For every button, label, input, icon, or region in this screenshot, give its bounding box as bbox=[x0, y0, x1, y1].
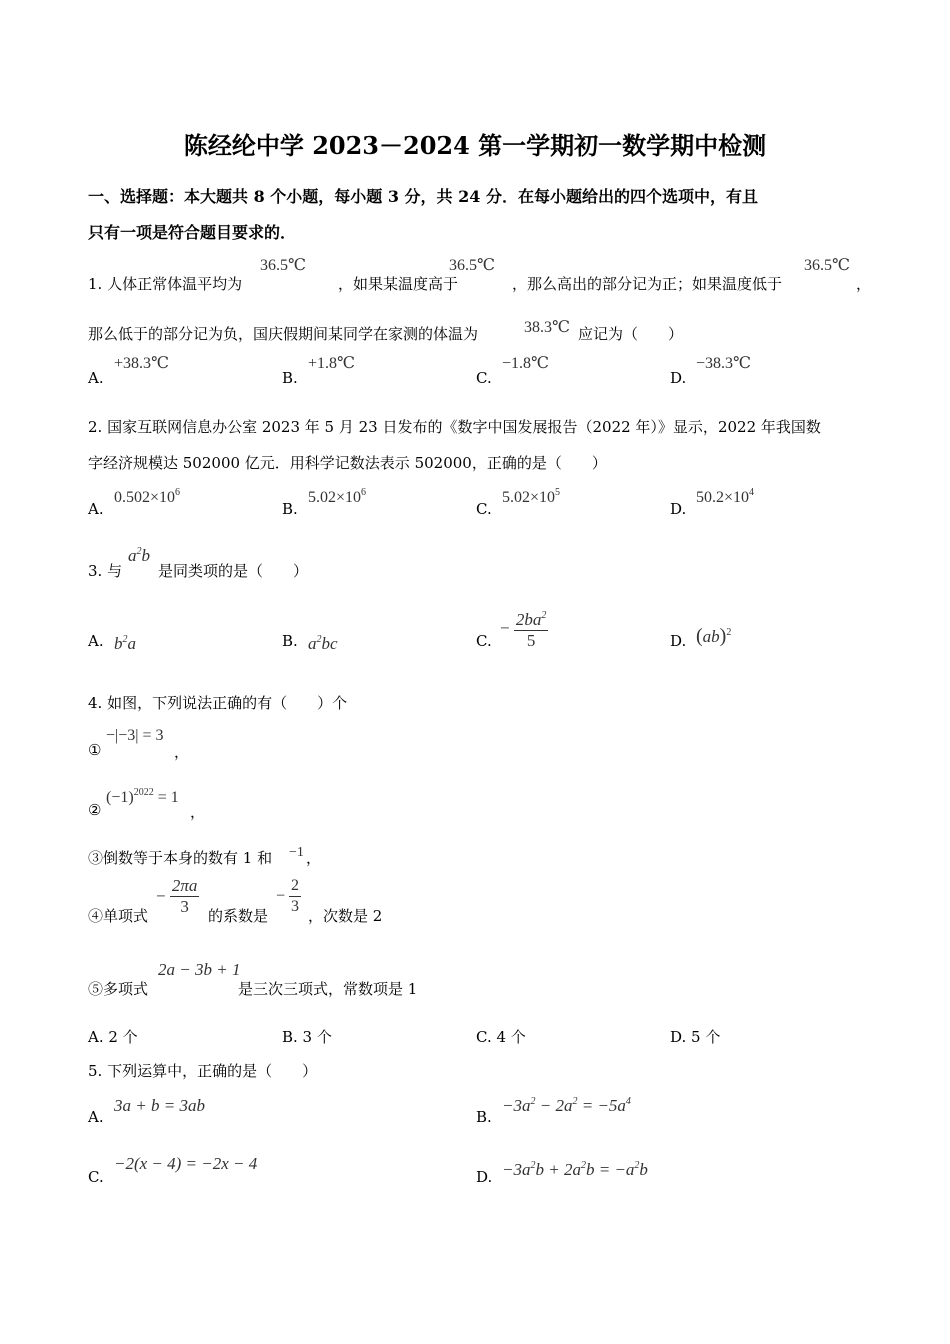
section-heading-line2: 只有一项是符合题目要求的． bbox=[88, 223, 297, 242]
q1-part6: 应记为（ ） bbox=[578, 325, 684, 343]
q1-temp2: 36.5℃ bbox=[449, 257, 495, 274]
q1-label-d: D. bbox=[670, 369, 687, 387]
q1-label-b: B. bbox=[282, 369, 298, 387]
q3-option-a: $b^2a$ bbox=[114, 634, 136, 653]
q4-statement-3-value: −1 bbox=[289, 845, 304, 860]
q4-statement-1-expr: −|−3| = 3 bbox=[106, 727, 164, 744]
q4-option-d: D. 5 个 bbox=[670, 1028, 721, 1046]
q4-option-b: B. 3 个 bbox=[282, 1028, 332, 1046]
q4-statement-5-polynomial: 2a − 3b + 1 bbox=[158, 960, 241, 979]
q5-option-b: $-3a^2 - 2a^2 = -5a^4$ bbox=[502, 1096, 631, 1115]
q4-statement-3-text: ③倒数等于本身的数有 1 和 bbox=[88, 849, 273, 867]
q2-line1: 2. 国家互联网信息办公室 2023 年 5 月 23 日发布的《数字中国发展报告（2022 年）》显示，2022 年我国数 bbox=[88, 418, 821, 436]
q5-option-a: 3a + b = 3ab bbox=[114, 1096, 205, 1115]
q2-line2: 字经济规模达 502000 亿元．用科学记数法表示 502000，正确的是（ ） bbox=[88, 454, 607, 472]
q1-temp1: 36.5℃ bbox=[260, 257, 306, 274]
q4-statement-4-coefficient: − $\frac{2}{3}$ bbox=[276, 877, 300, 915]
q4-statement-2-expr: $(-1)^{2022} = 1$ bbox=[106, 787, 179, 806]
q4-statement-5-post: 是三次三项式，常数项是 1 bbox=[238, 980, 418, 998]
q3-label-b: B. bbox=[282, 632, 298, 650]
q3-label-a: A. bbox=[88, 632, 104, 650]
q4-statement-2-comma: ， bbox=[190, 803, 206, 821]
q5-stem: 5. 下列运算中，正确的是（ ） bbox=[88, 1062, 318, 1080]
q1-option-c: −1.8℃ bbox=[502, 355, 549, 372]
q1-option-a: +38.3℃ bbox=[114, 355, 169, 372]
q1-label-a: A. bbox=[88, 369, 104, 387]
q2-label-b: B. bbox=[282, 500, 298, 518]
q1-temp4: 38.3℃ bbox=[524, 319, 570, 336]
q4-statement-4-mid: 的系数是 bbox=[208, 907, 269, 925]
q3-label-c: C. bbox=[476, 632, 492, 650]
q4-statement-1-marker: ① bbox=[88, 741, 102, 759]
q1-part1: 1. 人体正常体温平均为 bbox=[88, 275, 243, 293]
q1-part5: 那么低于的部分记为负，国庆假期间某同学在家测的体温为 bbox=[88, 325, 479, 343]
q1-part2: ，如果某温度高于 bbox=[338, 275, 459, 293]
q2-option-d: $50.2\times 10^4$ bbox=[696, 487, 755, 506]
section-heading-line1: 一、选择题：本大题共 8 个小题，每小题 3 分，共 24 分．在每小题给出的四个选项中，有且 bbox=[88, 187, 758, 206]
q4-statement-2-marker: ② bbox=[88, 801, 102, 819]
q3-prefix: 3. 与 bbox=[88, 562, 123, 580]
page-title: 陈经纶中学 2023－2024 第一学期初一数学期中检测 bbox=[183, 131, 767, 160]
q4-statement-5-text: ⑤多项式 bbox=[88, 980, 149, 998]
q5-option-d: $-3a^2b + 2a^2b = -a^2b$ bbox=[502, 1160, 648, 1179]
q3-expression: $a^2b$ bbox=[128, 546, 150, 565]
q4-statement-1-comma: ， bbox=[174, 743, 190, 761]
q1-part3: ，那么高出的部分记为正；如果温度低于 bbox=[512, 275, 783, 293]
q4-statement-4-monomial: − $\frac{2\pi a}{3}$ bbox=[156, 876, 198, 916]
q2-option-a: $0.502\times 10^6$ bbox=[114, 487, 181, 506]
q4-statement-4-post: ，次数是 2 bbox=[308, 907, 383, 925]
q2-option-b: $5.02\times 10^6$ bbox=[308, 487, 367, 506]
q3-label-d: D. bbox=[670, 632, 687, 650]
q1-part4: ， bbox=[856, 275, 872, 293]
q2-label-a: A. bbox=[88, 500, 104, 518]
q2-label-c: C. bbox=[476, 500, 492, 518]
q2-option-c: $5.02\times 10^5$ bbox=[502, 487, 561, 506]
q4-option-a: A. 2 个 bbox=[88, 1028, 138, 1046]
q5-label-a: A. bbox=[88, 1108, 104, 1126]
q5-label-c: C. bbox=[88, 1168, 104, 1186]
q4-statement-3-comma: ， bbox=[306, 849, 322, 867]
q3-suffix: 是同类项的是（ ） bbox=[158, 562, 309, 580]
q5-label-b: B. bbox=[476, 1108, 492, 1126]
q5-option-c: −2(x − 4) = −2x − 4 bbox=[114, 1154, 258, 1173]
q4-option-c: C. 4 个 bbox=[476, 1028, 526, 1046]
q3-option-b: $a^2bc$ bbox=[308, 634, 338, 653]
q1-label-c: C. bbox=[476, 369, 492, 387]
q1-option-d: −38.3℃ bbox=[696, 355, 751, 372]
q1-option-b: +1.8℃ bbox=[308, 355, 355, 372]
q4-stem: 4. 如图，下列说法正确的有（ ）个 bbox=[88, 694, 348, 712]
q5-label-d: D. bbox=[476, 1168, 493, 1186]
q2-label-d: D. bbox=[670, 500, 687, 518]
q3-option-c: − $\frac{2ba^2}{5}$ bbox=[500, 606, 548, 651]
q3-option-d: (ab)$^2$ bbox=[696, 625, 732, 647]
q1-temp3: 36.5℃ bbox=[804, 257, 850, 274]
q4-statement-4-text: ④单项式 bbox=[88, 907, 149, 925]
